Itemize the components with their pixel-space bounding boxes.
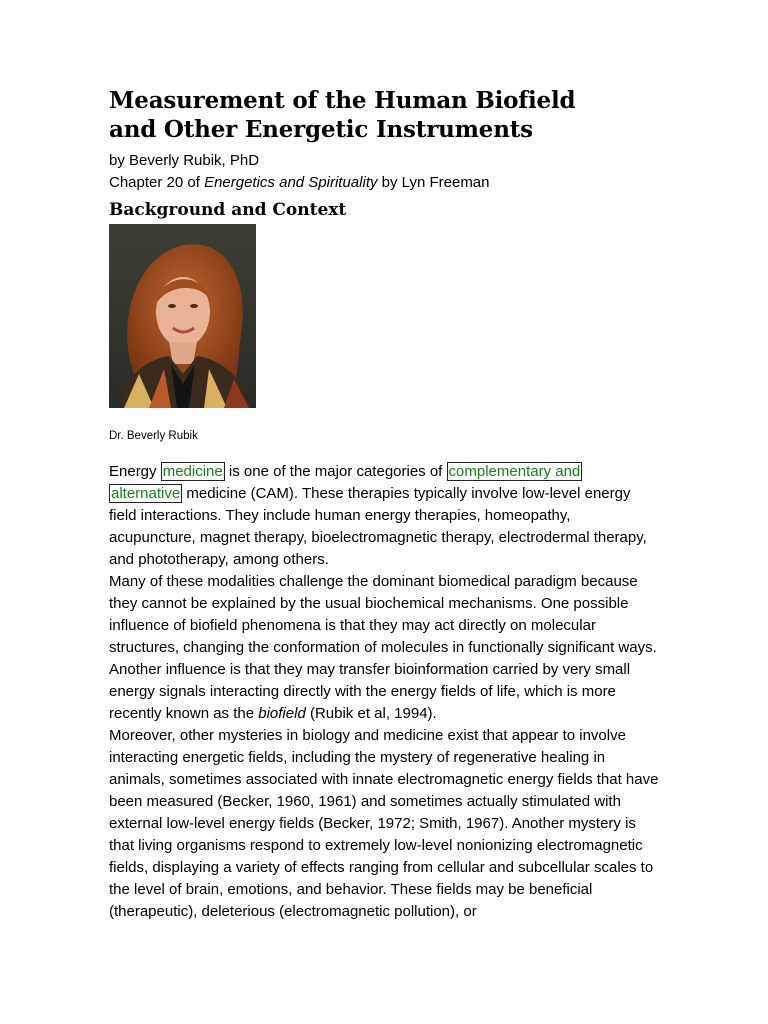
- paragraph-3: Moreover, other mysteries in biology and medicine exist that appear to involve interacting energetic fields, including the mystery of regenerative healing in animals, sometimes associated with innate electromagnetic energy fields that have been measured (Becker, 1960, 1961) and sometimes actually stimulated with external low-level energy fields (Becker, 1972; Smith, 1967). Another mystery is that living organisms respond to extremely low-level nonionizing electromagnetic fields, displaying a variety of effects ranging from cellular and subcellular scales to the level of brain, emotions, and behavior. These fields may be beneficial (therapeutic), deleterious (electromagnetic pollution), or: [109, 727, 659, 920]
- p1-text-b: is one of the major categories of: [224, 463, 447, 480]
- book-title: Energetics and Spirituality: [204, 174, 378, 191]
- p2-text-a: Many of these modalities challenge the dominant biomedical paradigm because they cannot be explained by the usual biochemical mechanisms. One possible influence of biofield phenomena is that they may act directly on molecular structures, changing the conformation of molecules in functionally significant ways. Another influence is that they may transfer bioinformation carried by very small energy signals interacting directly with the energy fields of life, which is more recently known as the: [109, 573, 657, 722]
- chapter-prefix: Chapter 20 of: [109, 174, 205, 191]
- author-portrait-image: [109, 224, 256, 408]
- biofield-term: biofield: [258, 705, 306, 722]
- p1-text-a: Energy: [109, 463, 161, 480]
- title-line-2: and Other Energetic Instruments: [109, 116, 533, 143]
- complementary-link-part1[interactable]: complementary and: [448, 463, 581, 480]
- section-heading: Background and Context: [109, 200, 347, 220]
- paragraph-2: [109, 571, 661, 725]
- author-byline: by Beverly Rubik, PhD: [109, 152, 260, 169]
- paragraph-1: [109, 461, 661, 571]
- image-caption: Dr. Beverly Rubik: [109, 430, 198, 442]
- complementary-link-part2[interactable]: alternative: [111, 485, 181, 502]
- document-title: [109, 86, 669, 144]
- chapter-info: [109, 172, 669, 194]
- title-line-1: Measurement of the Human Biofield: [109, 87, 576, 114]
- p2-text-b: (Rubik et al, 1994).: [305, 705, 437, 722]
- p1-text-c: medicine (CAM). These therapies typically involve low-level energy field interactions. They include human energy therapies, homeopathy, acupuncture, magnet therapy, bioelectromagnetic therapy, electrodermal therapy, and phototherapy, among others.: [109, 485, 647, 568]
- chapter-suffix: by Lyn Freeman: [377, 174, 490, 191]
- document-page: [109, 86, 669, 923]
- article-body: [109, 461, 661, 923]
- medicine-link[interactable]: medicine: [162, 463, 223, 480]
